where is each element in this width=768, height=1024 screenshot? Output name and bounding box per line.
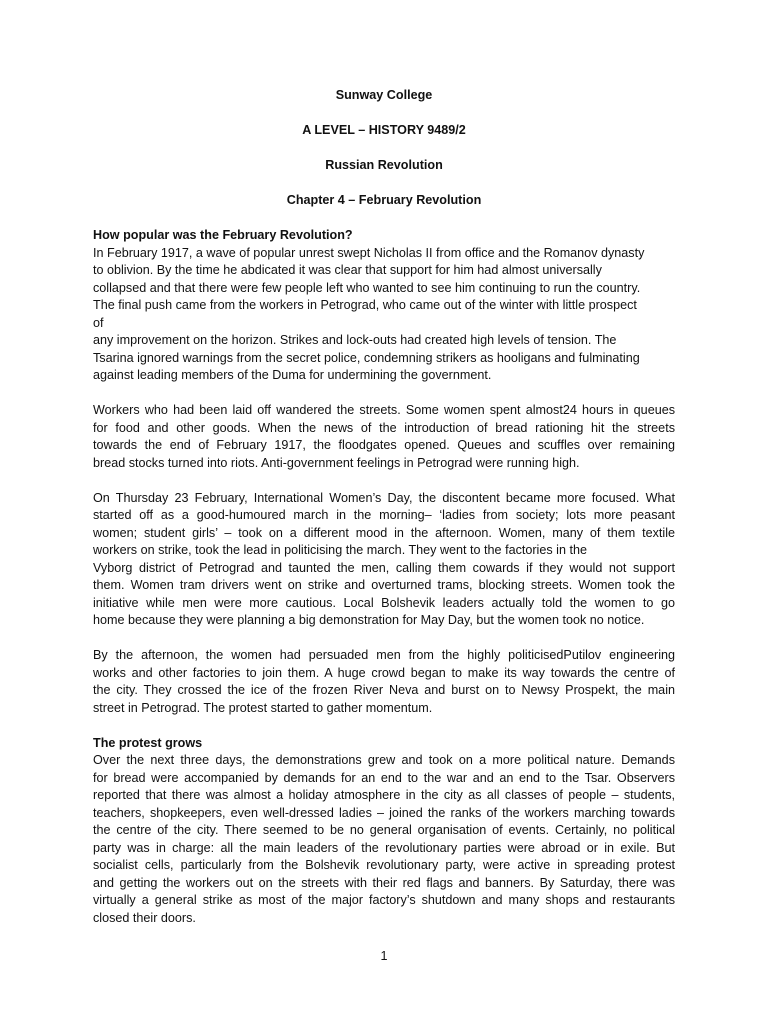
text-line: The final push came from the workers in Petrograd, who came out of the winter with little prospect — [93, 298, 637, 312]
paragraph-5 — [93, 752, 675, 927]
text-line: the centre of the city. There seemed to be no general organisation of events. Certainly, no political — [93, 823, 675, 837]
text-line: party was in charge: all the main leaders of the revolutionary parties were abroad or in exile. But — [93, 840, 675, 855]
text-line: to oblivion. By the time he abdicated it was clear that support for him had almost universally — [93, 263, 602, 277]
text-line: initiative while men were more cautious. Local Bolshevik leaders actually told the women to go — [93, 595, 675, 610]
text-line: against leading members of the Duma for undermining the government. — [93, 368, 492, 382]
text-line: reported that there was almost a holiday atmosphere in the city as all classes of people – students, — [93, 788, 675, 802]
text-line: home because they were planning a big demonstration for May Day, but the women took no notice. — [93, 613, 645, 627]
text-line: socialist cells, particularly from the Bolshevik revolutionary party, were active in spreading protest — [93, 858, 675, 872]
text-line: bread stocks turned into riots. Anti-government feelings in Petrograd were running high. — [93, 455, 580, 470]
text-line: street in Petrograd. The protest started to gather momentum. — [93, 700, 433, 715]
paragraph-3 — [93, 490, 675, 630]
text-line: and getting the workers out on the streets with their red flags and banners. By Saturday, there was — [93, 875, 675, 890]
text-line: closed their doors. — [93, 910, 196, 925]
course-title: A LEVEL – HISTORY 9489/2 — [302, 123, 466, 137]
text-line: them. Women tram drivers went on strike and overturned trams, blocking streets. Women took the — [93, 578, 675, 592]
text-line: towards the end of February 1917, the floodgates opened. Queues and scuffles over remaining — [93, 438, 675, 452]
paragraph-gap — [93, 630, 675, 648]
text-line: virtually a general strike as most of the major factory’s shutdown and many shops and restaurants — [93, 893, 675, 907]
text-line: Workers who had been laid off wandered the streets. Some women spent almost24 hours in queues — [93, 403, 675, 417]
text-line: In February 1917, a wave of popular unrest swept Nicholas II from office and the Romanov dynasty — [93, 245, 645, 260]
paragraph-4 — [93, 647, 675, 717]
paragraph-gap — [93, 472, 675, 490]
text-line: for food and other goods. When the news of the introduction of bread rationing hit the streets — [93, 420, 675, 435]
text-line: any improvement on the horizon. Strikes and lock-outs had created high levels of tension. The — [93, 333, 617, 347]
chapter-title: Chapter 4 – February Revolution — [286, 193, 482, 207]
paragraph-2 — [93, 402, 675, 472]
document-body — [93, 227, 675, 927]
paragraph-gap — [93, 717, 675, 735]
text-line: of — [93, 315, 104, 330]
text-line: On Thursday 23 February, International Women’s Day, the discontent became more focused. What — [93, 490, 675, 505]
text-line: By the afternoon, the women had persuaded men from the highly politicisedPutilov engineering — [93, 648, 675, 662]
text-line: Tsarina ignored warnings from the secret police, condemning strikers as hooligans and fulminating — [93, 350, 640, 365]
text-line: Over the next three days, the demonstrations grew and took on a more political nature. Demands — [93, 753, 675, 767]
text-line: started off as a good-humoured march in the morning– ‘ladies from society; lots more peasant — [93, 508, 675, 522]
college-title: Sunway College — [335, 88, 433, 102]
text-line: women; student girls’ – took on a different mood in the afternoon. Women, many of them textile — [93, 525, 675, 540]
text-line: teachers, shopkeepers, even well-dressed ladies – joined the ranks of the workers marching towards — [93, 805, 675, 820]
page-number: 1 — [380, 949, 388, 963]
paragraph-gap — [93, 385, 675, 403]
text-line: workers on strike, took the lead in politicising the march. They went to the factories in the — [93, 543, 587, 557]
text-line: collapsed and that there were few people left who wanted to see him continuing to run the country. — [93, 280, 641, 295]
text-line: for bread were accompanied by demands for an end to the war and an end to the Tsar. Observers — [93, 770, 675, 785]
text-line: works and other factories to join them. A huge crowd began to make its way towards the centre of — [93, 665, 675, 680]
text-line: the city. They crossed the ice of the frozen River Neva and burst on to Newsy Prospekt, the main — [93, 683, 675, 697]
text-line: Vyborg district of Petrograd and taunted the men, calling them cowards if they would not support — [93, 560, 675, 575]
section-heading: How popular was the February Revolution? — [93, 228, 353, 242]
paragraph-1 — [93, 245, 675, 385]
topic-title: Russian Revolution — [325, 158, 443, 172]
section-heading: The protest grows — [93, 735, 203, 750]
